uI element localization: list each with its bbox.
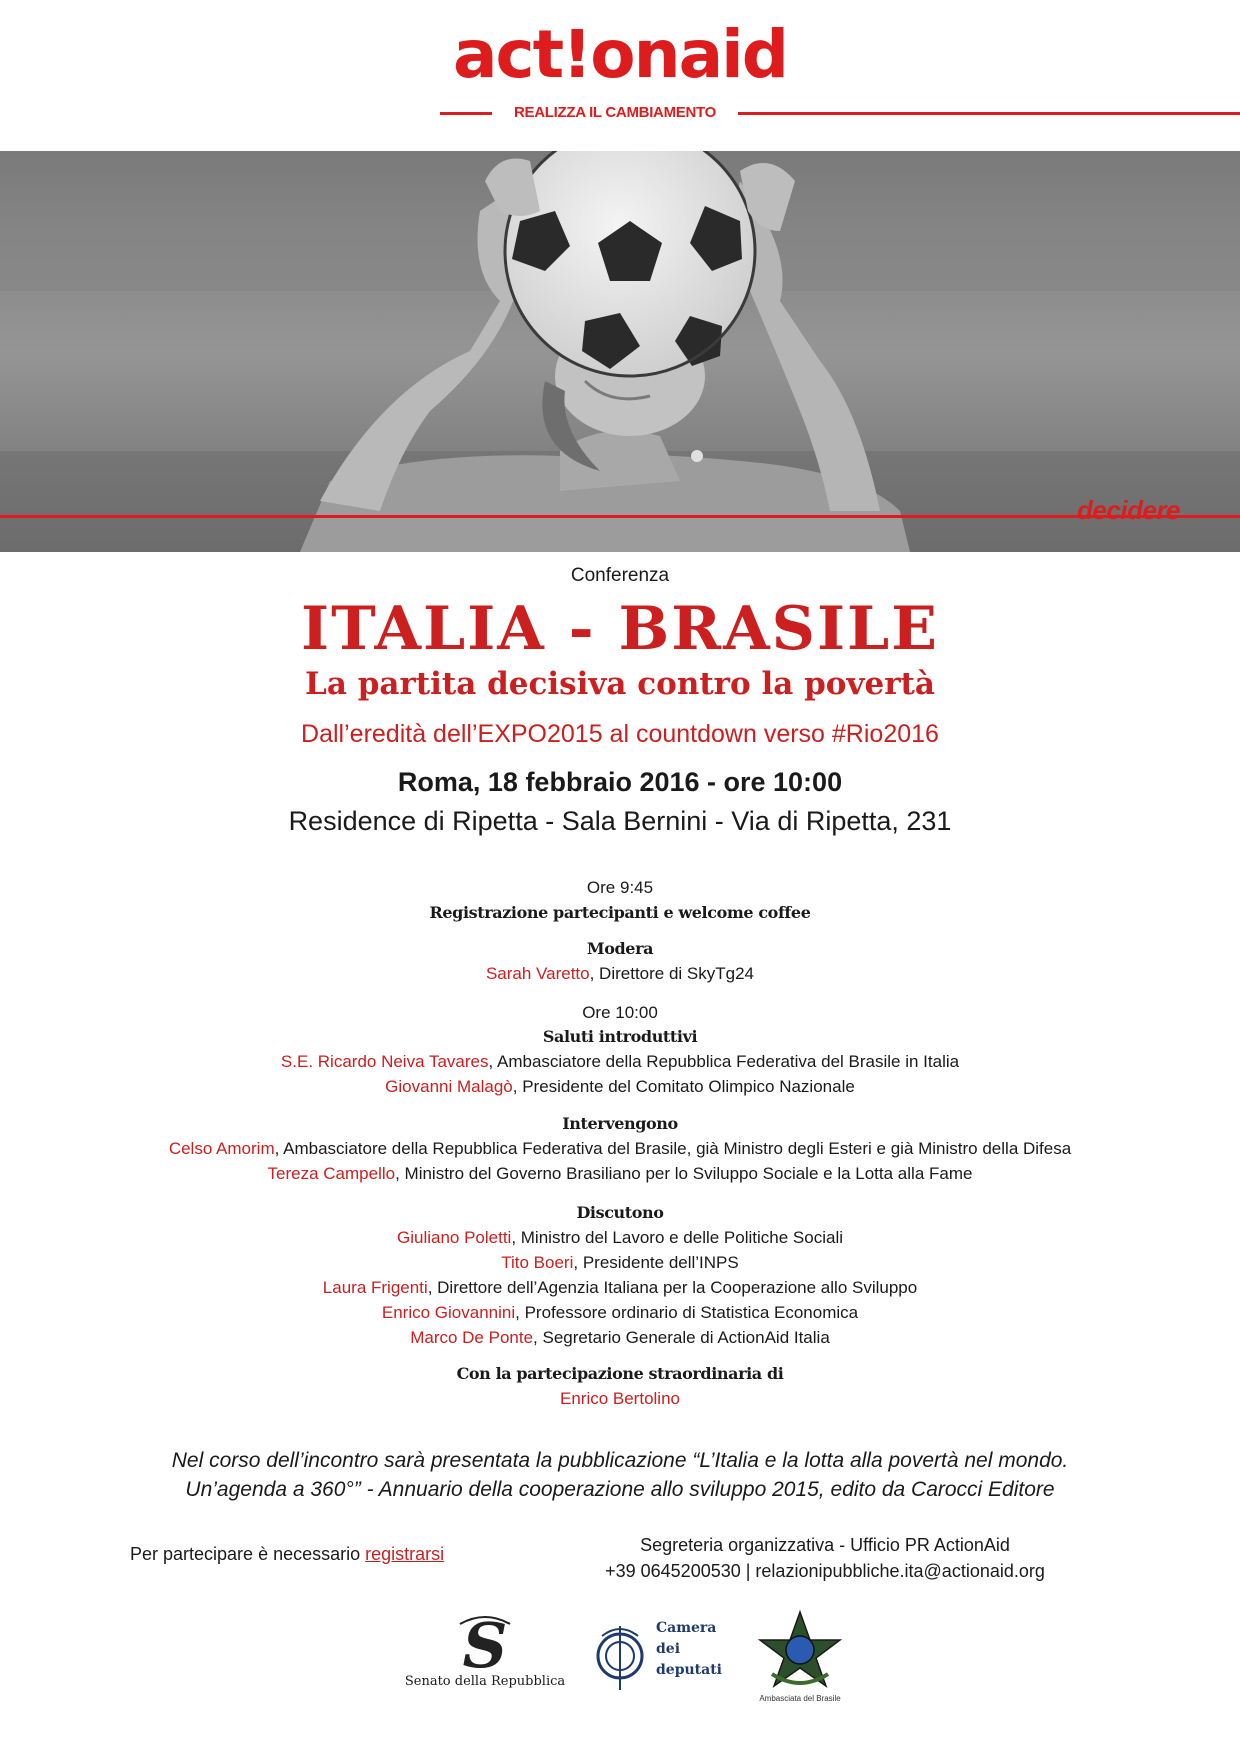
person-role: , Ministro del Governo Brasiliano per lo Sviluppo Sociale e la Lotta alla Fame: [395, 1164, 973, 1183]
speaker-entry: [0, 1136, 1240, 1161]
person-name: Sarah Varetto: [485, 964, 590, 983]
program-registration: [0, 900, 1240, 925]
senato-emblem-icon: [400, 1612, 570, 1672]
brasil-logo-text: Ambasciata del Brasile: [759, 1694, 841, 1703]
person-role: , Professore ordinario di Statistica Economica: [515, 1303, 859, 1322]
person-name: Tito Boeri: [501, 1253, 574, 1272]
secretariat-contact: [600, 1532, 1050, 1584]
program-speakers-section: [0, 1111, 1240, 1186]
speaker-entry: [0, 1161, 1240, 1186]
tagline-rule-left: [440, 112, 492, 115]
person-role: , Ministro del Lavoro e delle Politiche Sociali: [511, 1228, 843, 1247]
person-name: Enrico Giovannini: [381, 1303, 516, 1322]
event-date-time: Roma, 18 febbraio 2016 - ore 10:00: [397, 767, 843, 797]
program-special-guest-section: [0, 1361, 1240, 1411]
ambasciata-brasile-logo: [750, 1608, 850, 1703]
person-role: , Ambasciatore della Repubblica Federativa del Brasile in Italia: [488, 1052, 960, 1071]
person-name: Marco De Ponte: [410, 1328, 534, 1347]
person-name: Tereza Campello: [267, 1164, 396, 1183]
person-role: , Presidente del Comitato Olimpico Nazionale: [512, 1077, 855, 1096]
camera-text-line: Camera: [656, 1620, 717, 1636]
discussant-entry: [0, 1325, 1240, 1350]
discussant-entry: [0, 1225, 1240, 1250]
brasil-coat-of-arms-icon: [750, 1608, 850, 1692]
senato-logo: [400, 1612, 570, 1692]
special-guest-heading: Con la partecipazione straordinaria di: [456, 1364, 784, 1383]
camera-logo: [590, 1618, 740, 1698]
speakers-heading: Intervengono: [562, 1114, 678, 1133]
person-role: , Direttore di SkyTg24: [589, 964, 755, 983]
event-venue: Residence di Ripetta - Sala Bernini - Via di Ripetta, 231: [288, 806, 952, 836]
greetings-entry: [0, 1074, 1240, 1099]
greetings-heading: Saluti introduttivi: [542, 1027, 698, 1046]
program-time-registration: Ore 9:45: [586, 878, 654, 897]
person-role: , Ambasciatore della Repubblica Federativa del Brasile, già Ministro degli Esteri e già Ministro della Difesa: [274, 1139, 1072, 1158]
register-link[interactable]: registrarsi: [365, 1544, 445, 1564]
publication-line: Nel corso dell’incontro sarà presentata la pubblicazione “L’Italia e la lotta alla povertà nel mondo.: [171, 1449, 1069, 1472]
person-name: Celso Amorim: [168, 1139, 275, 1158]
greetings-entry: [0, 1049, 1240, 1074]
person-name: Laura Frigenti: [322, 1278, 428, 1297]
discussant-entry: [0, 1275, 1240, 1300]
camera-emblem-icon: [590, 1618, 650, 1698]
event-tagline: Dall’eredità dell’EXPO2015 al countdown verso #Rio2016: [301, 720, 939, 748]
svg-text:S: S: [462, 1612, 508, 1672]
special-guest-name: Enrico Bertolino: [559, 1389, 680, 1408]
publication-note: [0, 1446, 1240, 1504]
registration-note: [130, 1544, 444, 1565]
logo-tagline: REALIZZA IL CAMBIAMENTO: [514, 104, 716, 121]
secretariat-title: Segreteria organizzativa - Ufficio PR ActionAid: [640, 1535, 1010, 1555]
event-title: ITALIA - BRASILE: [301, 594, 939, 664]
secretariat-phone-email: +39 0645200530 | relazionipubbliche.ita@actionaid.org: [605, 1561, 1045, 1581]
person-role: , Segretario Generale di ActionAid Italia: [533, 1328, 830, 1347]
camera-text-line: dei: [656, 1641, 681, 1657]
person-role: , Direttore dell’Agenzia Italiana per la Cooperazione allo Sviluppo: [427, 1278, 918, 1297]
registration-text: Per partecipare è necessario: [130, 1544, 366, 1564]
actionaid-logo: act!onaid: [452, 16, 788, 93]
program-discussants-section: [0, 1200, 1240, 1350]
program-time-start: Ore 10:00: [582, 1003, 658, 1022]
publication-line: Un’agenda a 360°” - Annuario della cooperazione allo sviluppo 2015, edito da Carocci Editore: [185, 1478, 1055, 1501]
program-moderator-section: [0, 936, 1240, 986]
person-name: Giuliano Poletti: [396, 1228, 512, 1247]
event-type-label: Conferenza: [570, 565, 670, 586]
camera-text-line: deputati: [656, 1662, 722, 1678]
discussant-entry: [0, 1300, 1240, 1325]
registration-heading: Registrazione partecipanti e welcome coffee: [429, 903, 811, 922]
program-greetings-section: [0, 1024, 1240, 1099]
hero-overlay-word: decidere: [1077, 495, 1180, 525]
girl-with-football-illustration: [0, 151, 1240, 552]
camera-logo-text: [656, 1618, 722, 1681]
senato-logo-text: Senato della Repubblica: [404, 1674, 566, 1689]
person-name: Giovanni Malagò: [385, 1077, 513, 1096]
moderator-entry: [0, 961, 1240, 986]
discussants-heading: Discutono: [576, 1203, 664, 1222]
event-subtitle: La partita decisiva contro la povertà: [305, 666, 935, 702]
hero-photo: [0, 151, 1240, 552]
person-role: , Presidente dell’INPS: [573, 1253, 739, 1272]
moderator-heading: Modera: [586, 939, 654, 958]
person-name: S.E. Ricardo Neiva Tavares: [280, 1052, 489, 1071]
logo-tagline-row: [440, 103, 1240, 123]
discussant-entry: [0, 1250, 1240, 1275]
tagline-rule-right: [738, 112, 1240, 115]
